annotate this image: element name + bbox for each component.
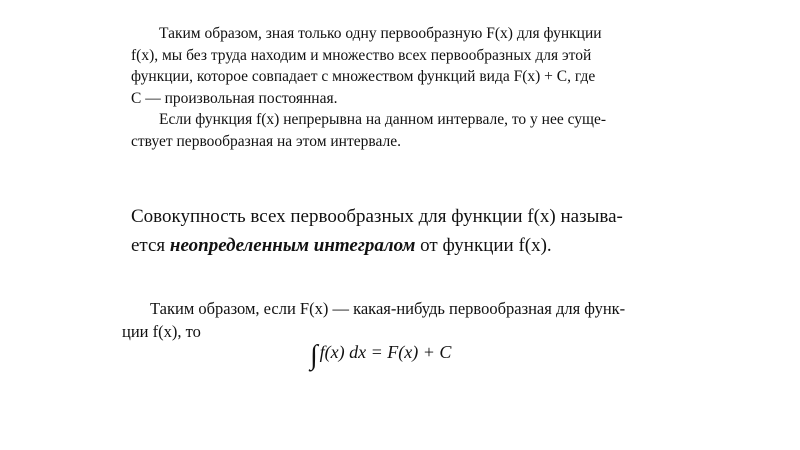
integral-formula (310, 340, 451, 372)
text-line: функции, которое совпадает с множеством функций вида F(x) + C, где (131, 68, 596, 85)
definition-indefinite-integral (131, 202, 691, 260)
integral-sign-icon: ∫ (310, 340, 318, 371)
text-segment: ется (131, 235, 170, 256)
text-line: Таким образом, зная только одну первообразную F(x) для функции (159, 25, 602, 42)
formula-expression: f(x) dx = F(x) + C (319, 342, 452, 362)
paragraph-antiderivative-set (131, 23, 677, 152)
text-line (131, 231, 691, 260)
text-line: ции f(x), то (122, 322, 201, 341)
text-line: Таким образом, если F(x) — какая-нибудь первообразная для функ- (150, 299, 626, 318)
text-line: ствует первообразная на этом интервале. (131, 132, 401, 150)
paragraph-formula-intro (122, 297, 682, 343)
text-line: C — произвольная постоянная. (131, 89, 338, 107)
text-segment: от функции f(x). (415, 235, 552, 256)
emphasis-term: неопределенным интегралом (169, 235, 416, 256)
text-line: Совокупность всех первообразных для функции f(x) называ- (131, 206, 623, 227)
text-line: f(x), мы без труда находим и множество всех первообразных для этой (131, 46, 592, 64)
text-line: Если функция f(x) непрерывна на данном интервале, то у нее суще- (159, 111, 607, 128)
